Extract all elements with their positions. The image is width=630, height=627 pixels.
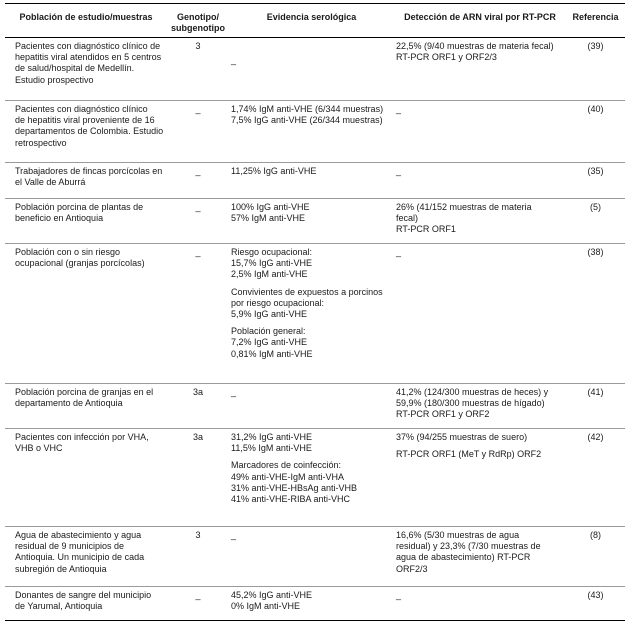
text-line: de Yarumal, Antioquia bbox=[15, 601, 103, 612]
cell-arn bbox=[394, 38, 566, 101]
text-line: Población porcina de plantas de bbox=[15, 202, 144, 212]
text-line: por riesgo ocupacional: bbox=[231, 297, 325, 308]
text-line: 59,9% (180/300 muestras de hígado) bbox=[396, 398, 545, 409]
text-line: 31,2% IgG anti-VHE bbox=[231, 432, 313, 442]
cell-genotipo: _ bbox=[195, 247, 201, 257]
cell-serologia bbox=[229, 163, 394, 199]
cell-poblacion bbox=[5, 587, 167, 621]
text-line: 37% (94/255 muestras de suero) bbox=[396, 432, 528, 442]
table-row bbox=[5, 429, 625, 527]
header-referencia: Referencia bbox=[572, 12, 619, 22]
cell-referencia: (38) bbox=[587, 247, 604, 257]
text-line: Agua de abastecimiento y agua bbox=[15, 530, 142, 540]
cell-serologia bbox=[229, 429, 394, 527]
cell-genotipo: _ bbox=[195, 166, 201, 176]
text-line: 45,2% IgG anti-VHE bbox=[231, 590, 313, 600]
cell-arn bbox=[394, 384, 566, 429]
text-line: _ bbox=[396, 590, 402, 600]
table-header-row bbox=[5, 4, 625, 38]
text-line: _ bbox=[231, 55, 237, 65]
header-arn: Detección de ARN viral por RT-PCR bbox=[404, 12, 556, 22]
text-line: Convivientes de expuestos a porcinos bbox=[231, 286, 383, 297]
cell-genotipo: 3a bbox=[192, 432, 203, 442]
cell-genotipo: _ bbox=[195, 590, 201, 600]
text-line: retrospectivo bbox=[15, 137, 67, 148]
text-line: _ bbox=[396, 166, 402, 176]
cell-serologia bbox=[229, 587, 394, 621]
text-line: de salud/hospital de Medellín. bbox=[15, 63, 135, 74]
text-line: RT-PCR ORF1 (MeT y RdRp) ORF2 bbox=[396, 449, 542, 460]
cell-poblacion bbox=[5, 38, 167, 101]
table-row bbox=[5, 384, 625, 429]
text-line: _ bbox=[231, 530, 237, 540]
text-line: el Valle de Aburrá bbox=[15, 177, 86, 188]
cell-arn bbox=[394, 199, 566, 244]
text-line: Donantes de sangre del municipio bbox=[15, 590, 152, 600]
header-genotipo-line-2: subgenotipo bbox=[171, 23, 225, 33]
text-line: Riesgo ocupacional: bbox=[231, 247, 313, 257]
cell-serologia bbox=[229, 38, 394, 101]
text-line: Estudio prospectivo bbox=[15, 74, 94, 85]
text-line: departamento de Antioquia bbox=[15, 398, 123, 409]
text-line: 26% (41/152 muestras de materia bbox=[396, 202, 532, 212]
text-line: 57% IgM anti-VHE bbox=[231, 213, 306, 224]
table-row bbox=[5, 587, 625, 621]
text-line: fecal) bbox=[396, 213, 419, 224]
cell-poblacion bbox=[5, 527, 167, 587]
cell-genotipo: _ bbox=[195, 104, 201, 114]
cell-arn bbox=[394, 527, 566, 587]
text-line: 15,7% IgG anti-VHE bbox=[231, 258, 313, 269]
cell-arn bbox=[394, 101, 566, 163]
cell-genotipo: 3 bbox=[195, 530, 201, 540]
header-genotipo-line-1: Genotipo/ bbox=[177, 12, 219, 22]
text-line: 7,2% IgG anti-VHE bbox=[231, 337, 308, 348]
text-line: 11,5% IgM anti-VHE bbox=[231, 443, 312, 454]
cell-serologia bbox=[229, 244, 394, 384]
text-line: _ bbox=[231, 387, 237, 397]
text-line: RT-PCR ORF1 y ORF2 bbox=[396, 409, 490, 420]
cell-genotipo: _ bbox=[195, 202, 201, 212]
text-line: subregión de Antioquia bbox=[15, 563, 107, 574]
cell-referencia: (35) bbox=[587, 166, 604, 176]
text-line: 1,74% IgM anti-VHE (6/344 muestras) bbox=[231, 104, 384, 114]
cell-poblacion bbox=[5, 244, 167, 384]
cell-arn bbox=[394, 163, 566, 199]
text-line: Trabajadores de fincas porcícolas en bbox=[15, 166, 163, 176]
text-line: Antioquia. Un municipio de cada bbox=[15, 552, 145, 563]
text-line: _ bbox=[396, 104, 402, 114]
text-line: beneficio en Antioquia bbox=[15, 213, 104, 224]
text-line: hepatitis viral atendidos en 5 centros bbox=[15, 52, 162, 63]
text-line: 22,5% (9/40 muestras de materia fecal) bbox=[396, 41, 554, 51]
cell-referencia: (40) bbox=[587, 104, 604, 114]
hev-studies-table bbox=[5, 3, 625, 621]
table-row bbox=[5, 101, 625, 163]
cell-referencia: (5) bbox=[590, 202, 601, 212]
text-line: 7,5% IgG anti-VHE (26/344 muestras) bbox=[231, 115, 383, 126]
text-line: RT-PCR ORF1 bbox=[396, 224, 456, 235]
cell-poblacion bbox=[5, 384, 167, 429]
text-line: Pacientes con diagnóstico clínico bbox=[15, 104, 148, 114]
text-line: agua de abastecimiento) RT-PCR bbox=[396, 552, 531, 563]
text-line: departamentos de Colombia. Estudio bbox=[15, 126, 164, 137]
cell-referencia: (39) bbox=[587, 41, 604, 51]
header-poblacion: Población de estudio/muestras bbox=[19, 12, 153, 22]
table-row bbox=[5, 199, 625, 244]
cell-genotipo: 3a bbox=[192, 387, 203, 397]
text-line: 41% anti-VHE-RIBA anti-VHC bbox=[231, 494, 351, 505]
text-line: 16,6% (5/30 muestras de agua bbox=[396, 530, 520, 540]
text-line: ocupacional (granjas porcícolas) bbox=[15, 258, 145, 269]
text-line: 5,9% IgG anti-VHE bbox=[231, 309, 308, 320]
cell-serologia bbox=[229, 527, 394, 587]
text-line: Pacientes con diagnóstico clínico de bbox=[15, 41, 161, 51]
text-line: _ bbox=[396, 247, 402, 257]
text-line: residual) y 23,3% (7/30 muestras de bbox=[396, 541, 541, 552]
table-row bbox=[5, 163, 625, 199]
cell-genotipo: 3 bbox=[195, 41, 201, 51]
text-line: Población porcina de granjas en el bbox=[15, 387, 154, 397]
cell-referencia: (43) bbox=[587, 590, 604, 600]
text-line: Población general: bbox=[231, 326, 306, 337]
text-line: 2,5% IgM anti-VHE bbox=[231, 269, 308, 280]
text-line: 0,81% IgM anti-VHE bbox=[231, 348, 313, 359]
text-line: 31% anti-VHE-HBsAg anti-VHB bbox=[231, 482, 358, 493]
cell-arn bbox=[394, 587, 566, 621]
text-line: 0% IgM anti-VHE bbox=[231, 601, 301, 612]
cell-arn bbox=[394, 429, 566, 527]
header-genotipo bbox=[167, 4, 229, 38]
text-line: de hepatitis viral proveniente de 16 bbox=[15, 115, 155, 126]
text-line: residual de 9 municipios de bbox=[15, 541, 125, 552]
text-line: 41,2% (124/300 muestras de heces) y bbox=[396, 387, 549, 397]
text-line: Población con o sin riesgo bbox=[15, 247, 121, 257]
cell-poblacion bbox=[5, 163, 167, 199]
cell-serologia bbox=[229, 101, 394, 163]
cell-serologia bbox=[229, 199, 394, 244]
text-line: 49% anti-VHE-IgM anti-VHA bbox=[231, 471, 345, 482]
table-row bbox=[5, 527, 625, 587]
table-row bbox=[5, 244, 625, 384]
cell-poblacion bbox=[5, 101, 167, 163]
cell-referencia: (42) bbox=[587, 432, 604, 442]
cell-poblacion bbox=[5, 199, 167, 244]
cell-arn bbox=[394, 244, 566, 384]
text-line: Marcadores de coinfección: bbox=[231, 460, 342, 471]
text-line: ORF2/3 bbox=[396, 563, 428, 574]
text-line: Pacientes con infección por VHA, bbox=[15, 432, 149, 442]
cell-serologia bbox=[229, 384, 394, 429]
header-serologia: Evidencia serológica bbox=[266, 12, 357, 22]
cell-poblacion bbox=[5, 429, 167, 527]
text-line: RT-PCR ORF1 y ORF2/3 bbox=[396, 52, 497, 63]
text-line: 100% IgG anti-VHE bbox=[231, 202, 310, 212]
table-row bbox=[5, 38, 625, 101]
text-line: VHB o VHC bbox=[15, 443, 63, 454]
cell-referencia: (8) bbox=[590, 530, 601, 540]
text-line: 11,25% IgG anti-VHE bbox=[231, 166, 317, 176]
cell-referencia: (41) bbox=[587, 387, 604, 397]
